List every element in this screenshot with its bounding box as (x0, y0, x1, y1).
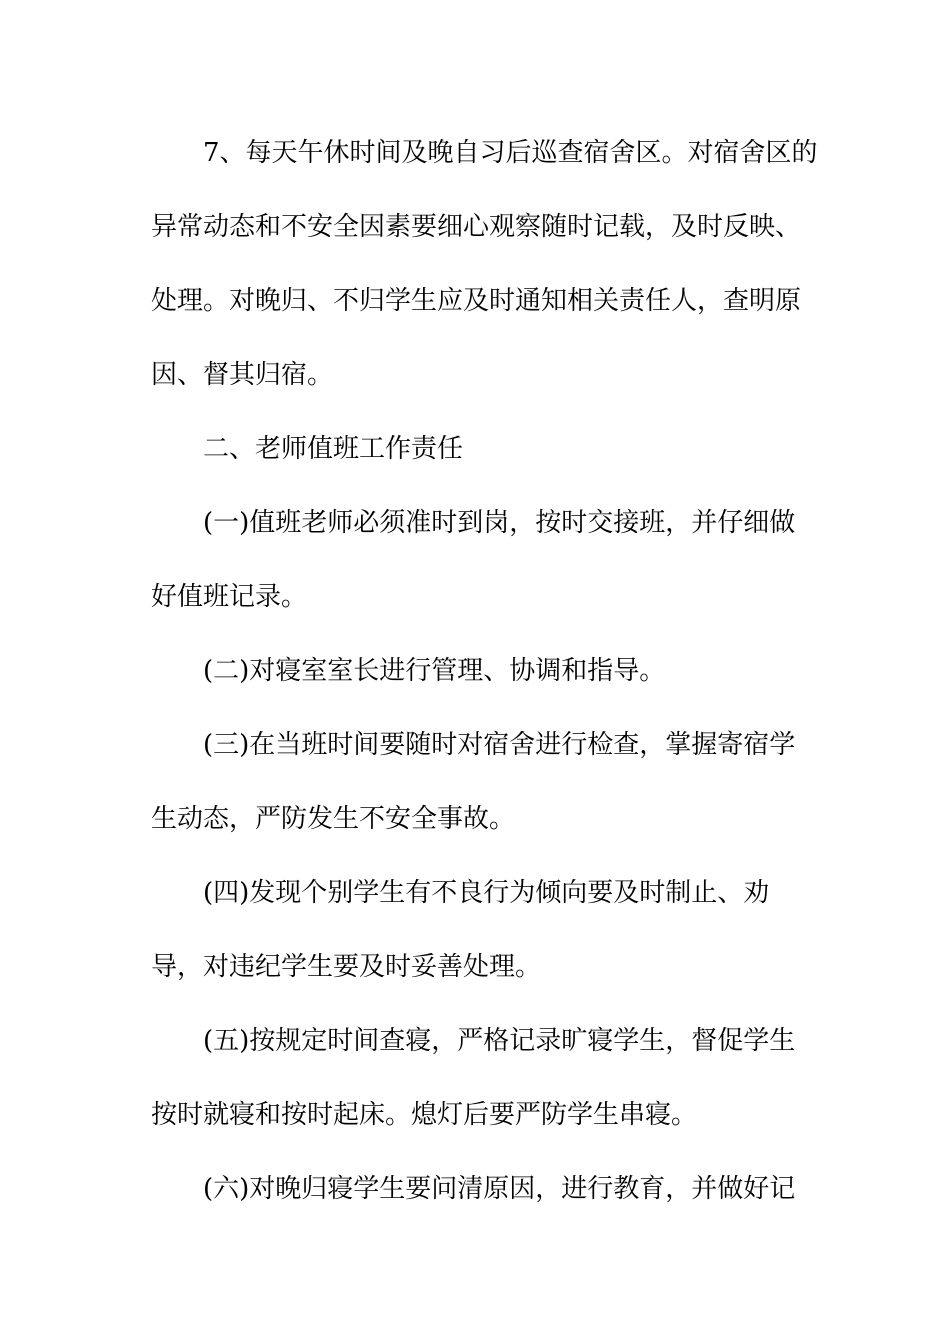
paragraph-item-2 (151, 634, 801, 708)
paragraph-item-1 (151, 486, 801, 634)
text-line: 处理。对晚归、不归学生应及时通知相关责任人，查明原 (151, 286, 802, 316)
document-body (151, 116, 818, 1226)
text-line: (四)发现个别学生有不良行为倾向要及时制止、劝 (203, 878, 770, 908)
text-line: 异常动态和不安全因素要细心观察随时记载，及时反映、 (151, 212, 802, 242)
text-line: 导，对违纪学生要及时妥善处理。 (151, 952, 542, 982)
text-line: 好值班记录。 (151, 582, 308, 612)
text-line: (五)按规定时间查寝，严格记录旷寝学生，督促学生 (203, 1026, 796, 1056)
heading-line: 二、老师值班工作责任 (203, 434, 464, 464)
text-line: 生动态，严防发生不安全事故。 (151, 804, 516, 834)
text-line: (二)对寝室室长进行管理、协调和指导。 (203, 656, 666, 686)
text-line: 按时就寝和按时起床。熄灯后要严防学生串寝。 (151, 1100, 698, 1130)
paragraph-item-3 (151, 708, 801, 856)
text-line: (三)在当班时间要随时对宿舍进行检查，掌握寄宿学 (203, 730, 796, 760)
paragraph-item-4 (151, 856, 801, 1004)
paragraph-item-6 (151, 1152, 801, 1226)
paragraph-1 (151, 116, 818, 412)
text-line: (一)值班老师必须准时到岗，按时交接班，并仔细做 (203, 508, 796, 538)
text-line: 因、督其归宿。 (151, 360, 334, 390)
text-line: 7、每天午休时间及晚自习后巡查宿舍区。对宿舍区的 (203, 138, 818, 168)
section-heading (151, 412, 801, 486)
text-line: (六)对晚归寝学生要问清原因，进行教育，并做好记 (203, 1174, 796, 1204)
paragraph-item-5 (151, 1004, 801, 1152)
